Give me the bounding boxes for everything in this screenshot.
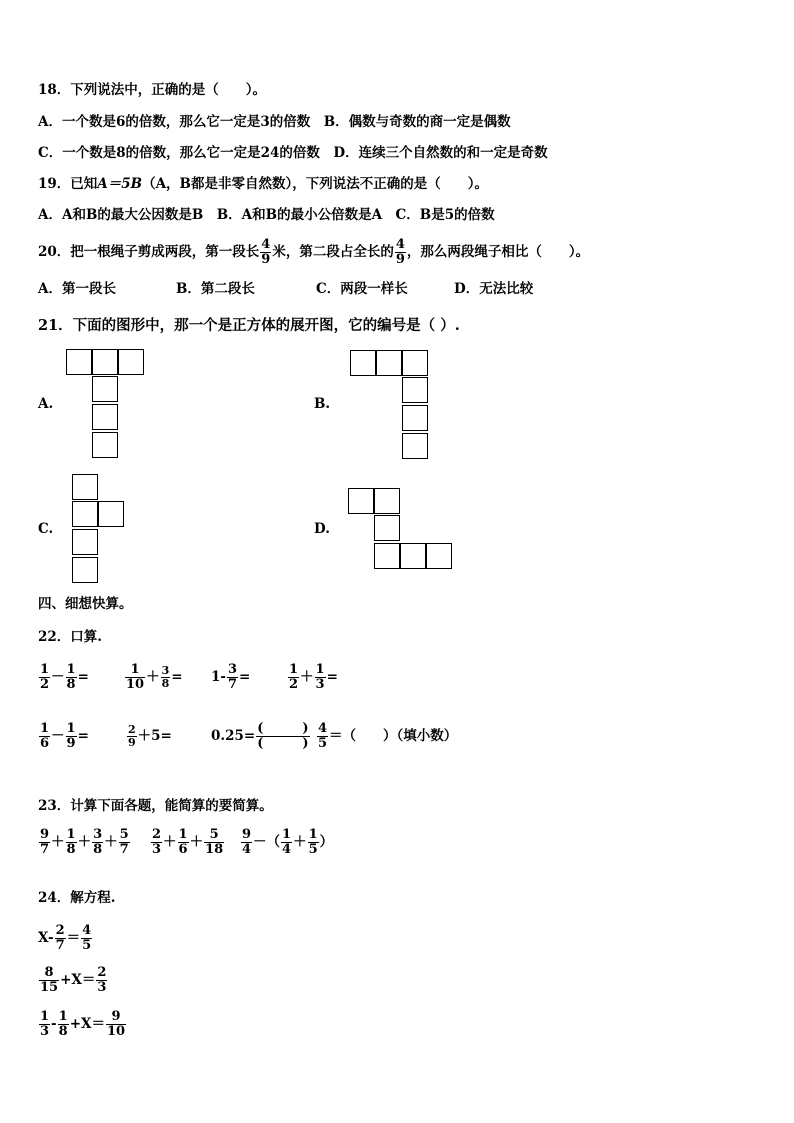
q22-r1-expr-2: $\frac{1}{10}$ ＋ $\frac{3}{8}$ = bbox=[126, 662, 183, 692]
q22-row-1 bbox=[38, 663, 338, 692]
q20-mid: 米，第二段占全长的 bbox=[272, 244, 394, 260]
q23-expr-2: $\frac{2}{3}$ ＋ $\frac{1}{6}$ ＋ $\frac{5}{18}$ bbox=[152, 827, 224, 857]
q22-stem: 22．口算. bbox=[38, 629, 102, 645]
q22-row-2 bbox=[38, 722, 457, 751]
q20-stem bbox=[38, 238, 589, 267]
q24-stem: 24．解方程. bbox=[38, 890, 116, 906]
q18-options-ab: A．一个数是6的倍数，那么它一定是3的倍数 B．偶数与奇数的商一定是偶数 bbox=[38, 114, 511, 130]
q20-option-d: D．无法比较 bbox=[454, 281, 534, 297]
q22-r1-expr-4: $\frac{1}{2}$ ＋ $\frac{1}{3}$ = bbox=[289, 662, 338, 692]
q24-equation-2: $\frac{8}{15}$ +X＝ $\frac{2}{3}$ bbox=[40, 965, 107, 995]
q20-fraction-1: $\frac{4}{9}$ bbox=[261, 237, 271, 267]
q20-option-a: A．第一段长 bbox=[38, 281, 116, 297]
q18-options-cd: C．一个数是8的倍数，那么它一定是24的倍数 D．连续三个自然数的和一定是奇数 bbox=[38, 145, 548, 161]
q24-equation-1: X- $\frac{2}{7}$ ＝ $\frac{4}{5}$ bbox=[38, 923, 92, 953]
q23-stem: 23．计算下面各题，能简算的要简算。 bbox=[38, 798, 273, 814]
q20-pre: 20．把一根绳子剪成两段，第一段长 bbox=[38, 244, 260, 260]
q20-option-c: C．两段一样长 bbox=[316, 281, 408, 297]
q21-stem: 21．下面的图形中，那一个是正方体的展开图，它的编号是（ ）. bbox=[38, 317, 460, 334]
q19-stem-post: （A，B都是非零自然数），下列说法不正确的是（ ）。 bbox=[142, 176, 488, 192]
q21-label-d: D. bbox=[314, 521, 330, 537]
q22-r2-expr-3: 0.25= $\frac{( )}{( )}$ bbox=[211, 721, 309, 751]
q23-expr-3: $\frac{9}{4}$ －（ $\frac{1}{4}$ ＋ $\frac{1}{5}$ ） bbox=[242, 827, 334, 857]
q21-label-a: A. bbox=[38, 396, 54, 412]
section-4-heading: 四、细想快算。 bbox=[38, 596, 133, 612]
q22-r2-expr-4: $\frac{4}{5}$ ＝（ ）（填小数） bbox=[318, 721, 458, 751]
q22-r2-expr-2: $\frac{2}{9}$ ＋5= bbox=[128, 723, 172, 749]
q22-r1-expr-3: 1- $\frac{3}{7}$ = bbox=[211, 662, 251, 692]
q20-fraction-2: $\frac{4}{9}$ bbox=[395, 237, 405, 267]
q19-expression: A＝5B bbox=[97, 176, 143, 192]
q19-stem bbox=[38, 174, 488, 194]
q24-equation-3: $\frac{1}{3}$ - $\frac{1}{8}$ +X＝ $\frac{9}{10}$ bbox=[40, 1009, 126, 1039]
q19-options: A．A和B的最大公因数是B B．A和B的最小公倍数是A C．B是5的倍数 bbox=[38, 207, 495, 223]
q22-r1-expr-1: $\frac{1}{2}$ － $\frac{1}{8}$ = bbox=[40, 662, 89, 692]
q18-stem: 18．下列说法中，正确的是（ ）。 bbox=[38, 82, 267, 98]
q20-post: ，那么两段绳子相比（ ）。 bbox=[406, 244, 590, 260]
q22-r2-expr-1: $\frac{1}{6}$ － $\frac{1}{9}$ = bbox=[40, 721, 89, 751]
q20-option-b: B．第二段长 bbox=[176, 281, 255, 297]
q21-label-c: C. bbox=[38, 521, 54, 537]
q23-expr-1: $\frac{9}{7}$ ＋ $\frac{1}{8}$ ＋ $\frac{3}{8}$ ＋ $\frac{5}{7}$ bbox=[40, 827, 129, 857]
q20-options bbox=[38, 279, 533, 299]
q23-expressions bbox=[38, 828, 333, 857]
q19-stem-pre: 19．已知 bbox=[38, 176, 98, 192]
q21-label-b: B. bbox=[314, 396, 331, 412]
